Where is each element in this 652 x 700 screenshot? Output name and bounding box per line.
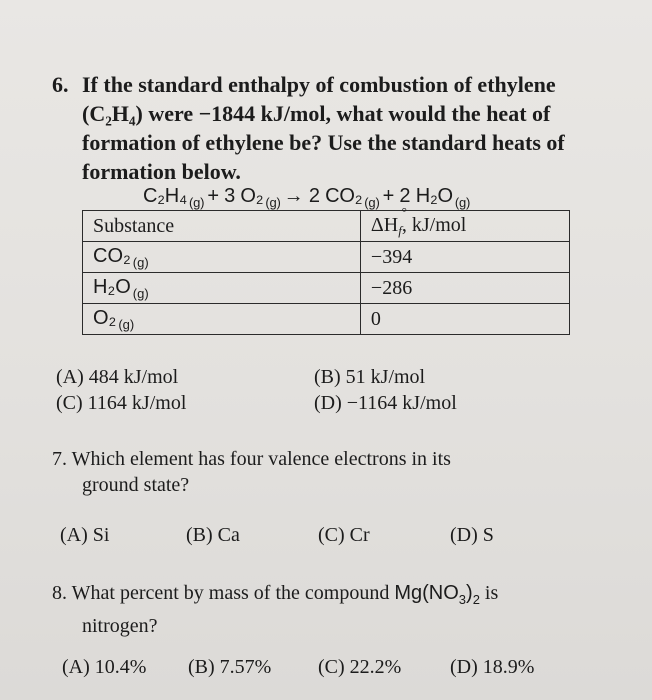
- question-8-line-2: nitrogen?: [82, 615, 158, 637]
- enthalpy-value: −286: [360, 273, 569, 304]
- q6-choice-a[interactable]: (A) 484 kJ/mol: [56, 366, 179, 388]
- question-6: [52, 70, 612, 186]
- q7-choice-d[interactable]: (D) S: [450, 524, 494, 546]
- question-6-number: 6.: [52, 72, 69, 97]
- table-header-row: [83, 211, 570, 242]
- question-7: [52, 446, 451, 498]
- table-row: CO₂ $_{(g)}$ −394: [83, 242, 570, 273]
- compound-formula: $Mg(NO_3)_2$: [394, 582, 480, 607]
- reaction-arrow-icon: →: [283, 185, 304, 207]
- q8-choice-a[interactable]: (A) 10.4%: [62, 656, 147, 678]
- reactant-ethylene: C₂H₄: [143, 185, 188, 207]
- substance-formula: H₂O: [93, 275, 131, 298]
- q7-choice-a[interactable]: (A) Si: [60, 524, 110, 546]
- question-8-line-1: 8. What percent by mass of the compound $Mg(NO_3)_2$ is: [52, 582, 499, 607]
- question-6-line-2: (C₂H₄) were −1844 kJ/mol, what would the heat of: [82, 101, 551, 126]
- enthalpy-value: −394: [360, 242, 569, 273]
- product-co2: 2 CO₂: [308, 185, 363, 207]
- table-row: H₂O $_{(g)}$ −286: [83, 273, 570, 304]
- state-label: (g): [364, 195, 380, 210]
- q8-choice-c[interactable]: (C) 22.2%: [318, 656, 402, 678]
- product-water: + 2 H₂O: [382, 185, 453, 207]
- question-7-line-1: 7. Which element has four valence electrons in its: [52, 448, 451, 470]
- question-6-line-4: formation below.: [82, 159, 241, 184]
- question-6-line-1: If the standard enthalpy of combustion of ethylene: [82, 72, 556, 97]
- question-8: [52, 580, 498, 639]
- enthalpy-value: 0: [360, 304, 569, 335]
- header-substance: Substance: [83, 211, 361, 242]
- question-7-line-2: ground state?: [82, 474, 190, 496]
- substance-formula: O₂: [93, 306, 117, 329]
- q6-choice-b[interactable]: (B) 51 kJ/mol: [314, 366, 426, 388]
- q6-choice-d[interactable]: (D) −1164 kJ/mol: [314, 392, 457, 414]
- reactant-oxygen: + 3 O₂: [207, 185, 264, 207]
- q7-choice-c[interactable]: (C) Cr: [318, 524, 370, 546]
- question-6-line-3: formation of ethylene be? Use the standard heats of: [82, 130, 565, 155]
- header-enthalpy: $\Delta H_f$ ° , kJ/mol: [360, 211, 569, 242]
- question-6-text: [52, 70, 612, 186]
- q6-choice-c[interactable]: (C) 1164 kJ/mol: [56, 392, 187, 414]
- heats-of-formation-table: [82, 203, 570, 335]
- q7-choice-b[interactable]: (B) Ca: [186, 524, 240, 546]
- combustion-equation: [143, 185, 473, 210]
- state-label: (g): [265, 195, 281, 210]
- q8-choice-b[interactable]: (B) 7.57%: [188, 656, 272, 678]
- substance-formula: CO₂: [93, 244, 131, 267]
- state-label: (g): [189, 195, 205, 210]
- table-row: O₂ $_{(g)}$ 0: [83, 304, 570, 335]
- q8-choice-d[interactable]: (D) 18.9%: [450, 656, 535, 678]
- state-label: (g): [454, 195, 471, 210]
